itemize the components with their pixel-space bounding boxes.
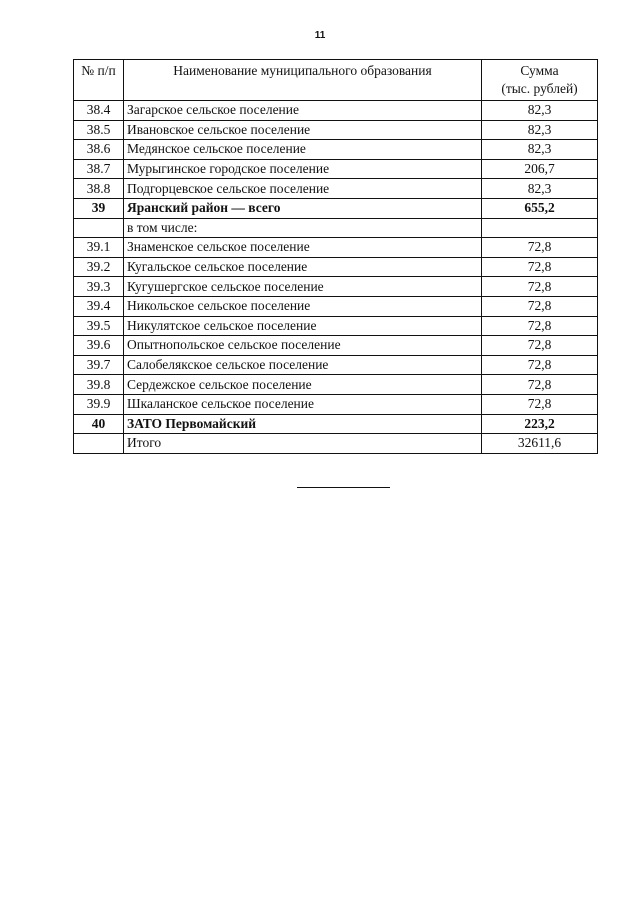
row-sum-cell: 82,3: [482, 140, 598, 160]
table-row: [74, 434, 598, 454]
row-number-cell: 39.3: [74, 277, 124, 297]
column-header-sum-unit: (тыс. рублей): [501, 81, 578, 96]
row-name-cell: Шкаланское сельское поселение: [124, 394, 482, 414]
row-name-cell: Итого: [124, 434, 482, 454]
row-sum-cell: 72,8: [482, 257, 598, 277]
end-separator-line: [297, 487, 390, 488]
row-number-cell: 38.6: [74, 140, 124, 160]
row-number-cell: 39.2: [74, 257, 124, 277]
row-sum-cell: [482, 218, 598, 238]
table-row: [74, 277, 598, 297]
row-number-cell: 39.1: [74, 238, 124, 258]
row-sum-cell: 72,8: [482, 355, 598, 375]
row-sum-cell: 72,8: [482, 336, 598, 356]
row-name-cell: Опытнопольское сельское поселение: [124, 336, 482, 356]
row-number-cell: 39.4: [74, 296, 124, 316]
table-row: [74, 218, 598, 238]
row-name-cell: в том числе:: [124, 218, 482, 238]
column-header-name: Наименование муниципального образования: [124, 60, 482, 101]
row-sum-cell: 72,8: [482, 238, 598, 258]
row-number-cell: 39.8: [74, 375, 124, 395]
row-name-cell: Знаменское сельское поселение: [124, 238, 482, 258]
row-name-cell: Яранский район — всего: [124, 198, 482, 218]
row-sum-cell: 72,8: [482, 375, 598, 395]
table-row: [74, 140, 598, 160]
table-row: [74, 336, 598, 356]
table-row: [74, 120, 598, 140]
table-row: [74, 375, 598, 395]
allocation-table: [73, 59, 598, 454]
table-row: [74, 101, 598, 121]
row-name-cell: Кугушергское сельское поселение: [124, 277, 482, 297]
row-number-cell: 38.7: [74, 159, 124, 179]
row-sum-cell: 72,8: [482, 296, 598, 316]
row-sum-cell: 655,2: [482, 198, 598, 218]
row-name-cell: Ивановское сельское поселение: [124, 120, 482, 140]
row-number-cell: 39.7: [74, 355, 124, 375]
row-sum-cell: 206,7: [482, 159, 598, 179]
table-row: [74, 198, 598, 218]
table-body: [74, 101, 598, 454]
row-number-cell: [74, 434, 124, 454]
row-name-cell: Сердежское сельское поселение: [124, 375, 482, 395]
row-sum-cell: 72,8: [482, 316, 598, 336]
table-row: [74, 394, 598, 414]
table-row: [74, 355, 598, 375]
row-name-cell: Загарское сельское поселение: [124, 101, 482, 121]
row-name-cell: Салобелякское сельское поселение: [124, 355, 482, 375]
table-header-row: [74, 60, 598, 101]
row-sum-cell: 72,8: [482, 277, 598, 297]
row-number-cell: 39.9: [74, 394, 124, 414]
table-row: [74, 316, 598, 336]
table-row: [74, 179, 598, 199]
column-header-sum-title: Сумма: [520, 63, 559, 78]
row-sum-cell: 82,3: [482, 179, 598, 199]
row-number-cell: 38.5: [74, 120, 124, 140]
row-number-cell: 39: [74, 198, 124, 218]
column-header-number: № п/п: [74, 60, 124, 101]
table-row: [74, 238, 598, 258]
row-name-cell: Никольское сельское поселение: [124, 296, 482, 316]
row-number-cell: 38.8: [74, 179, 124, 199]
table-row: [74, 159, 598, 179]
row-sum-cell: 82,3: [482, 101, 598, 121]
row-name-cell: Подгорцевское сельское поселение: [124, 179, 482, 199]
row-name-cell: ЗАТО Первомайский: [124, 414, 482, 434]
table-row: [74, 257, 598, 277]
row-sum-cell: 223,2: [482, 414, 598, 434]
page-number: 11: [314, 30, 326, 41]
row-sum-cell: 82,3: [482, 120, 598, 140]
row-sum-cell: 72,8: [482, 394, 598, 414]
row-number-cell: 40: [74, 414, 124, 434]
row-number-cell: [74, 218, 124, 238]
column-header-sum: [482, 60, 598, 101]
row-number-cell: 39.6: [74, 336, 124, 356]
row-sum-cell: 32611,6: [482, 434, 598, 454]
table-row: [74, 414, 598, 434]
row-name-cell: Никулятское сельское поселение: [124, 316, 482, 336]
row-number-cell: 39.5: [74, 316, 124, 336]
table-row: [74, 296, 598, 316]
row-number-cell: 38.4: [74, 101, 124, 121]
row-name-cell: Мурыгинское городское поселение: [124, 159, 482, 179]
row-name-cell: Медянское сельское поселение: [124, 140, 482, 160]
row-name-cell: Кугальское сельское поселение: [124, 257, 482, 277]
